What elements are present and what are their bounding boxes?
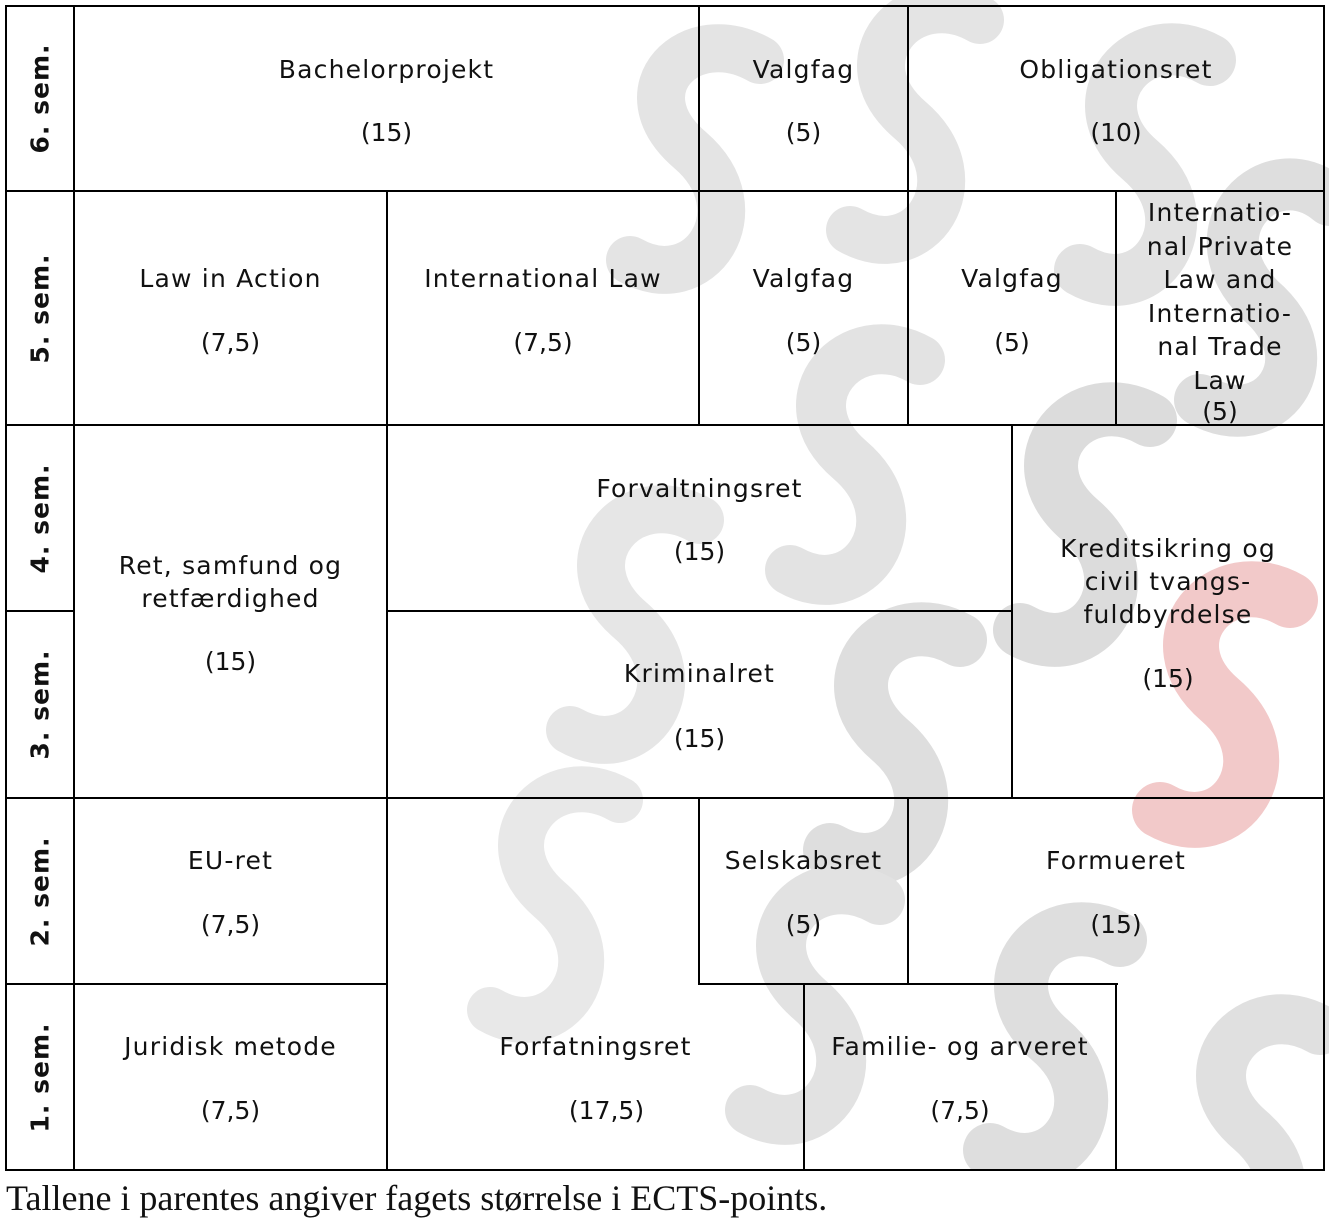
course-kreditsikring <box>1013 426 1323 797</box>
course-ects: (10) <box>1090 118 1142 147</box>
course-ects: (15) <box>673 724 726 753</box>
grid-col-divider <box>1115 983 1117 1171</box>
course-eu-ret <box>75 799 386 983</box>
course-ects: (5) <box>785 328 822 357</box>
course-name: Formueret <box>1046 846 1186 875</box>
semester-label-5: 5. sem. <box>25 253 55 363</box>
course-law-in-action <box>75 192 386 424</box>
course-valgfag-5a <box>700 192 907 424</box>
semester-label-1: 1. sem. <box>25 1022 55 1132</box>
course-ects: (5) <box>1202 397 1238 426</box>
course-forfatningsret <box>388 799 803 1169</box>
course-ects: (15) <box>1090 910 1142 939</box>
semester-label-6: 6. sem. <box>25 43 55 154</box>
course-kriminalret <box>388 612 1011 797</box>
course-name: Kriminalret <box>623 659 776 688</box>
course-ects: (7,5) <box>200 910 261 939</box>
course-name: Valgfag <box>752 55 855 84</box>
course-ects: (7,5) <box>200 1096 261 1125</box>
course-valgfag-5b <box>909 192 1115 424</box>
course-ects: (17,5) <box>568 1096 645 1125</box>
course-intl-private-law <box>1117 192 1323 424</box>
course-ects: (7,5) <box>930 1096 990 1125</box>
course-name: Internatio- nal Private Law and Internatio- nal Trade Law <box>1146 198 1294 395</box>
course-name: Selskabsret <box>724 846 883 875</box>
course-ects: (7,5) <box>200 328 261 357</box>
course-formueret <box>909 799 1323 983</box>
course-name: Juridisk metode <box>124 1032 337 1061</box>
semester-label-3: 3. sem. <box>25 649 55 760</box>
course-obligationsret <box>909 7 1323 190</box>
course-bachelorprojekt <box>75 7 698 190</box>
course-name: International Law <box>424 264 662 293</box>
course-international-law <box>388 192 698 424</box>
course-valgfag-6 <box>700 7 907 190</box>
grid-frame-right <box>1323 5 1325 1171</box>
course-name: Obligationsret <box>1019 55 1213 84</box>
course-ects: (7,5) <box>513 328 573 357</box>
course-name: Bachelorprojekt <box>278 55 495 84</box>
course-name: Kreditsikring og civil tvangs- fuldbyrdelse <box>1060 534 1276 629</box>
course-forvaltningsret <box>388 426 1011 610</box>
course-ects: (15) <box>204 647 257 676</box>
semester-label-4: 4. sem. <box>25 463 55 573</box>
course-ects: (5) <box>785 910 822 939</box>
course-name: Forvaltningsret <box>596 474 803 503</box>
course-ects: (5) <box>785 118 822 147</box>
course-ects: (15) <box>673 537 726 566</box>
course-ects: (15) <box>1142 664 1194 693</box>
course-name: Valgfag <box>961 264 1063 293</box>
course-name: EU-ret <box>187 846 274 875</box>
footnote-caption: Tallene i parentes angiver fagets størrelse i ECTS-points. <box>6 1178 828 1218</box>
course-ects: (5) <box>994 328 1030 357</box>
semester-label-2: 2. sem. <box>25 836 55 946</box>
course-juridisk-metode <box>75 985 386 1169</box>
grid-frame-bottom <box>5 1169 1325 1171</box>
course-ret-samfund-retfaerdighed <box>75 426 386 797</box>
course-name: Ret, samfund og retfærdighed <box>118 551 343 613</box>
course-name: Valgfag <box>752 264 855 293</box>
course-familie-og-arveret <box>805 985 1115 1169</box>
course-ects: (15) <box>360 118 413 147</box>
course-name: Law in Action <box>139 264 322 293</box>
course-name: Forfatningsret <box>499 1032 692 1061</box>
course-name: Familie- og arveret <box>831 1032 1089 1061</box>
